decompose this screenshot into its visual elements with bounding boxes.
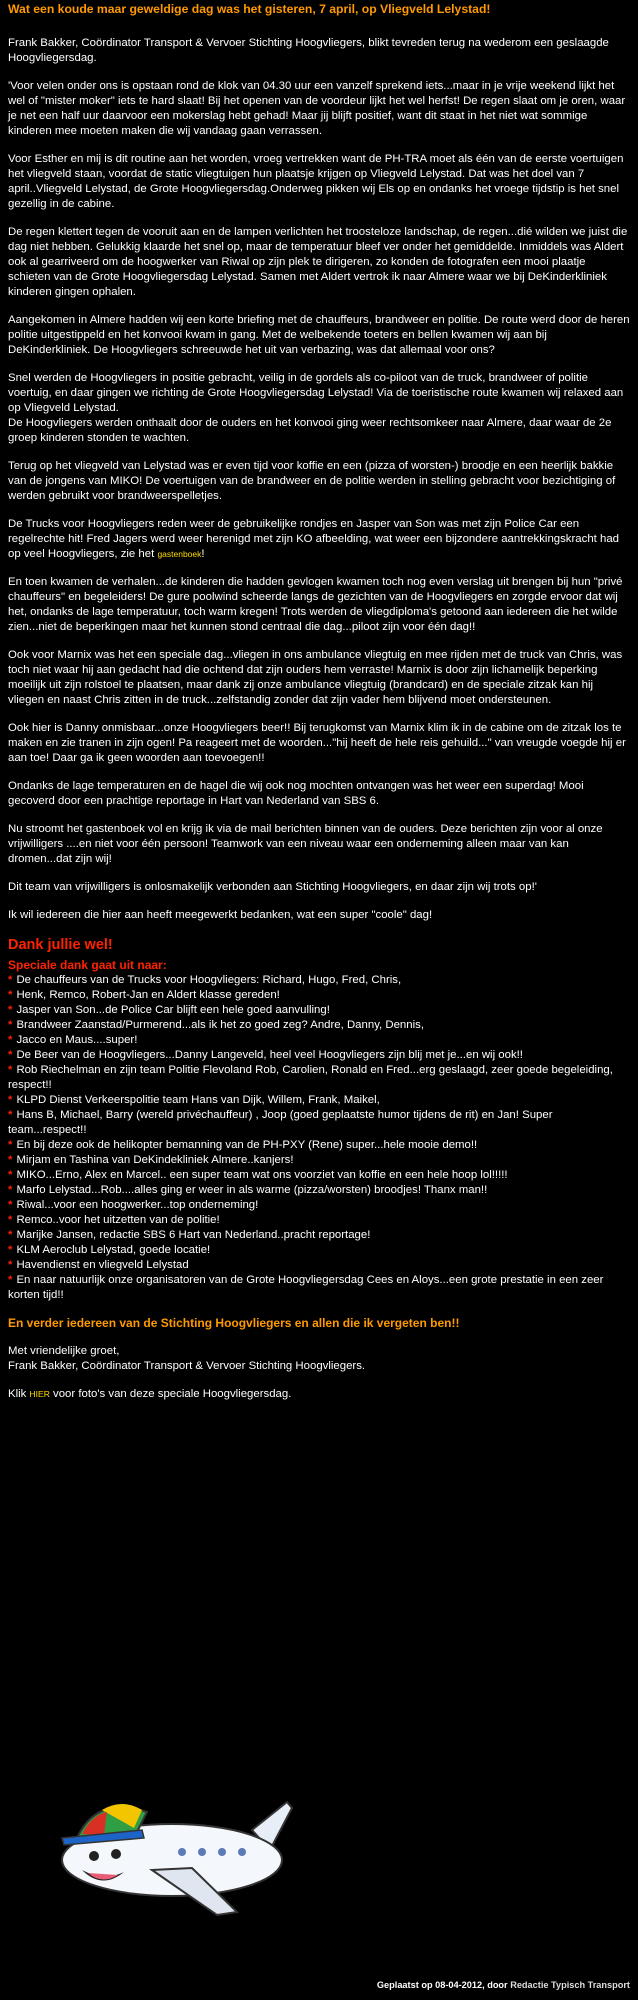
thanks-item-text: KLPD Dienst Verkeerspolitie team Hans van Dijk, Willem, Frank, Maikel, (16, 1094, 380, 1106)
paragraph: Ondanks de lage temperaturen en de hagel die wij ook nog mochten ontvangen was het weer een superdag! Mooi gecoverd door een prachtige reportage in Hart van Nederland van SBS 6. (8, 780, 584, 807)
paragraph: En toen kwamen de verhalen...de kinderen die hadden gevlogen kwamen toch nog even verslag uit brengen bij hun "privé chauffeurs" en begeleiders! De gure poolwind scheerde langs de gezichten van de Hoogvliegers en zorgde ervoor dat wij het, ondanks de lage temperatuur, toch warm kregen! Trots werden de vliegdiploma's getoond aan iedereen die het wilde zien...niet de beperkingen maar het kunnen stond centraal die dag...piloot zijn voor één dag!! (8, 576, 623, 633)
thanks-item (8, 1018, 630, 1033)
signature (8, 1344, 630, 1374)
thanks-item-text: Mirjam en Tashina van DeKindekliniek Almere..kanjers! (16, 1154, 294, 1166)
thanks-item-text: MIKO...Erno, Alex en Marcel.. een super team wat ons voorziet van koffie en een hele hoop lol!!!!! (16, 1169, 508, 1181)
paragraph: Nu stroomt het gastenboek vol en krijg ik via de mail berichten binnen van de ouders. Deze berichten zijn voor al onze vrijwilligers ....en niet voor één persoon! Teamwork van een niveau waar een onderneming alleen maar van kan dromen...dat zijn wij! (8, 823, 603, 865)
paragraph-trucks: De Trucks voor Hoogvliegers reden weer de gebruikelijke rondjes en Jasper van Son was met zijn Police Car een regelrechte hit! Fred Jagers werd weer herenigd met zijn KO afbeelding, wat weer een bijzondere aantrekkingskracht had op veel Hoogvliegers, zie het gastenboek! (8, 518, 619, 560)
bullet-star-icon: * (8, 1139, 13, 1151)
bullet-star-icon: * (8, 1169, 13, 1181)
thanks-item-text: Henk, Remco, Robert-Jan en Aldert klasse gereden! (16, 989, 280, 1001)
paragraph-text: De Trucks voor Hoogvliegers reden weer de gebruikelijke rondjes en Jasper van Son was met zijn Police Car een regelrechte hit! Fred Jagers werd weer herenigd met zijn KO afbeelding, wat weer een bijzondere aantrekkingskracht had op veel Hoogvliegers, zie het (8, 518, 619, 560)
paragraph: Ik wil iedereen die hier aan heeft meegewerkt bedanken, wat een super "coole" dag! (8, 909, 433, 921)
paragraph: 'Voor velen onder ons is opstaan rond de klok van 04.30 uur een vanzelf sprekend iets...maar in je vrije weekend lijkt het wel of "mister moker" iets te hard slaat! Bij het openen van de voordeur lijkt het wel herfst! De regen slaat om je oren, waar je net een half uur daarvoor een mokerslag hebt gehad! Maar jij blijft positief, want dit staat in het niet wat sommige kinderen mee moeten maken die wij vandaag gaan verrassen. (8, 80, 626, 137)
footer-date: Geplaatst op 08-04-2012, door (376, 1980, 508, 1990)
thanks-list (8, 973, 630, 1303)
bullet-star-icon: * (8, 1184, 13, 1196)
thanks-item-text: Rob Riechelman en zijn team Politie Flevoland Rob, Carolien, Ronald en Fred...erg geslaagd, zeer goede begeleiding, respect!! (8, 1064, 613, 1091)
bullet-star-icon: * (8, 1274, 13, 1286)
thanks-item-text: Hans B, Michael, Barry (wereld privéchauffeur) , Joop (goed geplaatste humor tijdens de rit) en Jan! Super team...respect!! (8, 1109, 553, 1136)
paragraph: Aangekomen in Almere hadden wij een korte briefing met de chauffeurs, brandweer en politie. De route werd door de heren politie uitgestippeld en het konvooi kwam in gang. Met de welbekende toeters en bellen kwamen wij aan bij DeKinderkliniek. De Hoogvliegers schreeuwde het uit van verbazing, was dat allemaal voor ons? (8, 314, 630, 356)
photos-suffix: voor foto's van deze speciale Hoogvliegersdag. (53, 1388, 292, 1400)
bullet-star-icon: * (8, 1049, 13, 1061)
footer-author: Redactie Typisch Transport (510, 1980, 630, 1990)
signature-name: Frank Bakker, Coördinator Transport & Vervoer Stichting Hoogvliegers. (8, 1360, 366, 1372)
thanks-item (8, 1003, 630, 1018)
paragraph: Dit team van vrijwilligers is onlosmakelijk verbonden aan Stichting Hoogvliegers, en daar zijn wij trots op!' (8, 881, 537, 893)
thanks-item (8, 1063, 630, 1093)
photos-link[interactable]: HIER (29, 1389, 50, 1399)
airplane-mascot-icon (42, 1790, 302, 1920)
thanks-item-text: Brandweer Zaanstad/Purmerend...als ik het zo goed zeg? Andre, Danny, Dennis, (16, 1019, 424, 1031)
thanks-item (8, 1138, 630, 1153)
bullet-star-icon: * (8, 1154, 13, 1166)
bullet-star-icon: * (8, 1214, 13, 1226)
paragraph: Snel werden de Hoogvliegers in positie gebracht, veilig in de gordels als co-piloot van de truck, brandweer of politie voertuig, en daar gingen we richting de Grote Hoogvliegersdag Lelystad! Via de toeristische route kwamen wij relaxed aan op Vliegveld Lelystad. De Hoogvliegers werden onthaalt door de ouders en het konvooi ging weer rechtsomkeer naar Almere, daar waar de 2e groep kinderen stonden te wachten. (8, 372, 624, 444)
bullet-star-icon: * (8, 1244, 13, 1256)
paragraph-intro: Frank Bakker, Coördinator Transport & Vervoer Stichting Hoogvliegers, blikt tevreden terug na wederom een geslaagde Hoogvliegersdag. (8, 37, 609, 64)
thanks-subheading: Speciale dank gaat uit naar: (8, 958, 167, 972)
article-title: Wat een koude maar geweldige dag was het gisteren, 7 april, op Vliegveld Lelystad! (8, 2, 491, 16)
thanks-item-text: KLM Aeroclub Lelystad, goede locatie! (16, 1244, 211, 1256)
bullet-star-icon: * (8, 989, 13, 1001)
paragraph: Voor Esther en mij is dit routine aan het worden, vroeg vertrekken want de PH-TRA moet als één van de eerste voertuigen het vliegveld staan, voordat de static vliegtuigen hun plaatsje krijgen op Vliegveld Lelystad. Dat was het doel van 7 april..Vliegveld Lelystad, de Grote Hoogvliegersdag.Onderweg pikken wij Els op en ondanks het vroege tijdstip is het snel gezellig in de cabine. (8, 153, 624, 210)
thanks-item-text: En naar natuurlijk onze organisatoren van de Grote Hoogvliegersdag Cees en Aloys...een grote prestatie in een zeer korten tijd!! (8, 1274, 604, 1301)
thanks-item-text: En bij deze ook de helikopter bemanning van de PH-PXY (Rene) super...hele mooie demo!! (16, 1139, 478, 1151)
thanks-item-text: Jacco en Maus....super! (16, 1034, 138, 1046)
post-footer (377, 1978, 630, 1993)
paragraph: Ook voor Marnix was het een speciale dag...vliegen in ons ambulance vliegtuig en mee rijden met de truck van Chris, was toch niet waar hij aan gedacht had die ochtend dat zijn ouders hem verraste! Marnix is door zijn lichamelijk beperking moeilijk uit zijn rolstoel te plaatsen, maar dank zij onze ambulance vliegtuig (brandcard) en de speciale zitzak kan hij vliegen en naast Chris zitten in de truck...zelfstandig zonder dat zijn vader hem blijvend moet ondersteunen. (8, 649, 623, 706)
thanks-item-text: De Beer van de Hoogvliegers...Danny Langeveld, heel veel Hoogvliegers zijn blij met je...en wij ook!! (16, 1049, 523, 1061)
bullet-star-icon: * (8, 1064, 13, 1076)
thanks-item-text: Remco..voor het uitzetten van de politie! (16, 1214, 220, 1226)
thanks-item (8, 1153, 630, 1168)
thanks-item (8, 1033, 630, 1048)
thanks-item-text: Riwal...voor een hoogwerker...top onderneming! (16, 1199, 259, 1211)
thanks-item-text: Jasper van Son...de Police Car blijft een hele goed aanvulling! (16, 1004, 330, 1016)
bullet-star-icon: * (8, 1199, 13, 1211)
paragraph: De regen klettert tegen de vooruit aan en de lampen verlichten het troosteloze landschap, de regen...dié wilden we juist die dag niet hebben. Gelukkig klaarde het snel op, maar de temperatuur bleef ver onder het gemiddelde. Inmiddels was Aldert ook al gearriveerd om de hoogwerker van Riwal op zijn plek te dirigeren, zo konden de fotografen een mooi plaatje schieten van de Grote Hoogvliegersdag Lelystad. Samen met Aldert vertrok ik naar Almere waar we bij DeKinderkliniek kinderen gingen ophalen. (8, 226, 628, 298)
thanks-item (8, 1198, 630, 1213)
signature-greeting: Met vriendelijke groet, (8, 1345, 120, 1357)
thanks-item (8, 1258, 630, 1273)
photos-prefix: Klik (8, 1388, 27, 1400)
thanks-item (8, 1093, 630, 1108)
bullet-star-icon: * (8, 974, 13, 986)
paragraph: Terug op het vliegveld van Lelystad was er even tijd voor koffie en een (pizza of worsten-) broodje en een heerlijk bakkie van de jongens van MIKO! De voertuigen van de brandweer en de politie werden in stelling gebracht voor bezichtiging of werden gebruikt voor brandweerspelletjes. (8, 460, 616, 502)
paragraph: Ook hier is Danny onmisbaar...onze Hoogvliegers beer!! Bij terugkomst van Marnix klim ik in de cabine om de zitzak los te maken en zie tranen in zijn ogen! Pa reageert met de woorden..."hij heeft de hele reis gehuild..." van vreugde voegde hij er aan toe! Daar ga ik geen woorden aan toevoegen!! (8, 722, 626, 764)
thanks-item (8, 1048, 630, 1063)
bullet-star-icon: * (8, 1259, 13, 1271)
thanks-item (8, 1243, 630, 1258)
gastenboek-link[interactable]: gastenboek (157, 549, 202, 559)
thanks-item (8, 973, 630, 988)
bullet-star-icon: * (8, 1019, 13, 1031)
thanks-item (8, 1273, 630, 1303)
thanks-item-text: Marfo Lelystad...Rob....alles ging er weer in als warme (pizza/worsten) broodjes! Thanx man!! (16, 1184, 488, 1196)
bullet-star-icon: * (8, 1004, 13, 1016)
thanks-heading: Dank jullie wel! (8, 937, 113, 953)
thanks-item (8, 1168, 630, 1183)
photos-line (8, 1387, 630, 1402)
thanks-item (8, 1183, 630, 1198)
bullet-star-icon: * (8, 1094, 13, 1106)
thanks-item (8, 988, 630, 1003)
bullet-star-icon: * (8, 1034, 13, 1046)
bullet-star-icon: * (8, 1109, 13, 1121)
final-thanks-line: En verder iedereen van de Stichting Hoogvliegers en allen die ik vergeten ben!! (8, 1316, 460, 1330)
thanks-item (8, 1228, 630, 1243)
thanks-item (8, 1213, 630, 1228)
bullet-star-icon: * (8, 1229, 13, 1241)
thanks-item-text: Marijke Jansen, redactie SBS 6 Hart van Nederland..pracht reportage! (16, 1229, 371, 1241)
thanks-item-text: De chauffeurs van de Trucks voor Hoogvliegers: Richard, Hugo, Fred, Chris, (16, 974, 402, 986)
thanks-item-text: Havendienst en vliegveld Lelystad (16, 1259, 189, 1271)
thanks-item (8, 1108, 630, 1138)
